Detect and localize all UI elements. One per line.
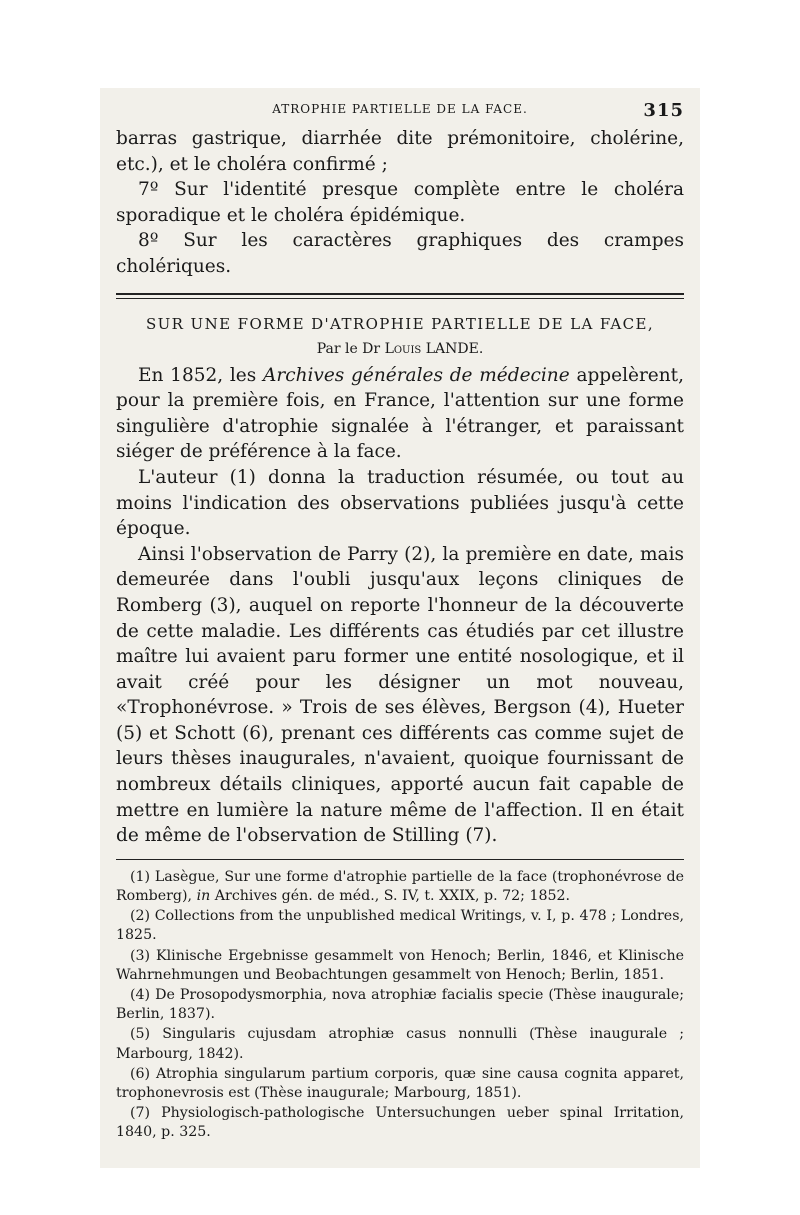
section-divider <box>116 293 684 299</box>
body-paragraph-2: L'auteur (1) donna la traduction résumée, ou tout au moins l'indication des observations publiées jusqu'à cette époque. <box>116 466 684 540</box>
running-head <box>116 102 684 126</box>
page-number: 315 <box>643 100 684 121</box>
byline-prefix: Par le Dr <box>316 340 381 357</box>
author-last-name: LANDE. <box>425 340 484 357</box>
footnote-5: (5) Singularis cujusdam atrophiæ casus nonnulli (Thèse inaugurale ; Marbourg, 1842). <box>116 1026 684 1062</box>
running-head-title: ATROPHIE PARTIELLE DE LA FACE. <box>272 102 528 116</box>
article-title: SUR UNE FORME D'ATROPHIE PARTIELLE DE LA FACE, <box>145 314 655 333</box>
journal-title: Archives générales de médecine <box>263 364 570 386</box>
book-page <box>100 88 700 1168</box>
footnote-rule <box>116 859 684 860</box>
p1-end: appelèrent, pour la première fois, en France, l'attention sur une forme singulière d'atrophie signalée à l'étranger, et paraissant siéger de préférence à la face. <box>116 364 684 463</box>
list-item-8: 8º Sur les caractères graphiques des crampes cholériques. <box>116 230 684 277</box>
fn1-start: (1) Lasègue, Sur une forme d'atrophie partielle de la face (trophonévrose de Romberg), <box>116 868 684 905</box>
author-first-name: Louis <box>384 340 422 357</box>
fn1-in: in <box>196 888 211 905</box>
footnote-6: (6) Atrophia singularum partium corporis, quæ sine causa cognita apparet, trophonevrosis est (Thèse inaugurale; Marbourg, 1851). <box>116 1065 684 1102</box>
page-content <box>116 102 684 1144</box>
footnote-2: (2) Collections from the unpublished medical Writings, v. I, p. 478 ; Londres, 1825. <box>116 908 684 944</box>
footnote-4: (4) De Prosopodysmorphia, nova atrophiæ facialis specie (Thèse inaugurale; Berlin, 1837). <box>116 987 684 1023</box>
list-item-7: 7º Sur l'identité presque complète entre le choléra sporadique et le choléra épidémique. <box>116 179 684 226</box>
footnote-7: (7) Physiologisch-pathologische Untersuchungen ueber spinal Irritation, 1840, p. 325. <box>116 1105 684 1141</box>
preceding-paragraph-end: barras gastrique, diarrhée dite prémonitoire, cholérine, etc.), et le choléra confirmé ; <box>116 128 684 175</box>
fn1-end: Archives gén. de méd., S. IV, t. XXIX, p. 72; 1852. <box>214 888 571 905</box>
body-paragraph-1 <box>116 363 684 465</box>
body-paragraph-3: Ainsi l'observation de Parry (2), la première en date, mais demeurée dans l'oubli jusqu'aux leçons cliniques de Romberg (3), auquel on reporte l'honneur de la découverte de cette maladie. Les différents cas étudiés par cet illustre maître lui avaient paru former une entité nosologique, et il avait créé pour les désigner un mot nouveau, «Trophonévrose. » Trois de ses élèves, Bergson (4), Hueter (5) et Schott (6), prenant ces différents cas comme sujet de leurs thèses inaugurales, n'avaient, quoique fournissant de nombreux détails cliniques, apporté aucun fait capable de mettre en lumière la nature même de l'affection. Il en était de même de l'observation de Stilling (7). <box>116 543 684 847</box>
footnote-1 <box>116 868 684 906</box>
footnote-3: (3) Klinische Ergebnisse gesammelt von Henoch; Berlin, 1846, et Klinische Wahrnehmungen und Beobachtungen gesammelt von Henoch; Berlin, 1851. <box>116 947 684 983</box>
p1-start: En 1852, les <box>138 364 257 386</box>
article-byline <box>116 339 684 359</box>
